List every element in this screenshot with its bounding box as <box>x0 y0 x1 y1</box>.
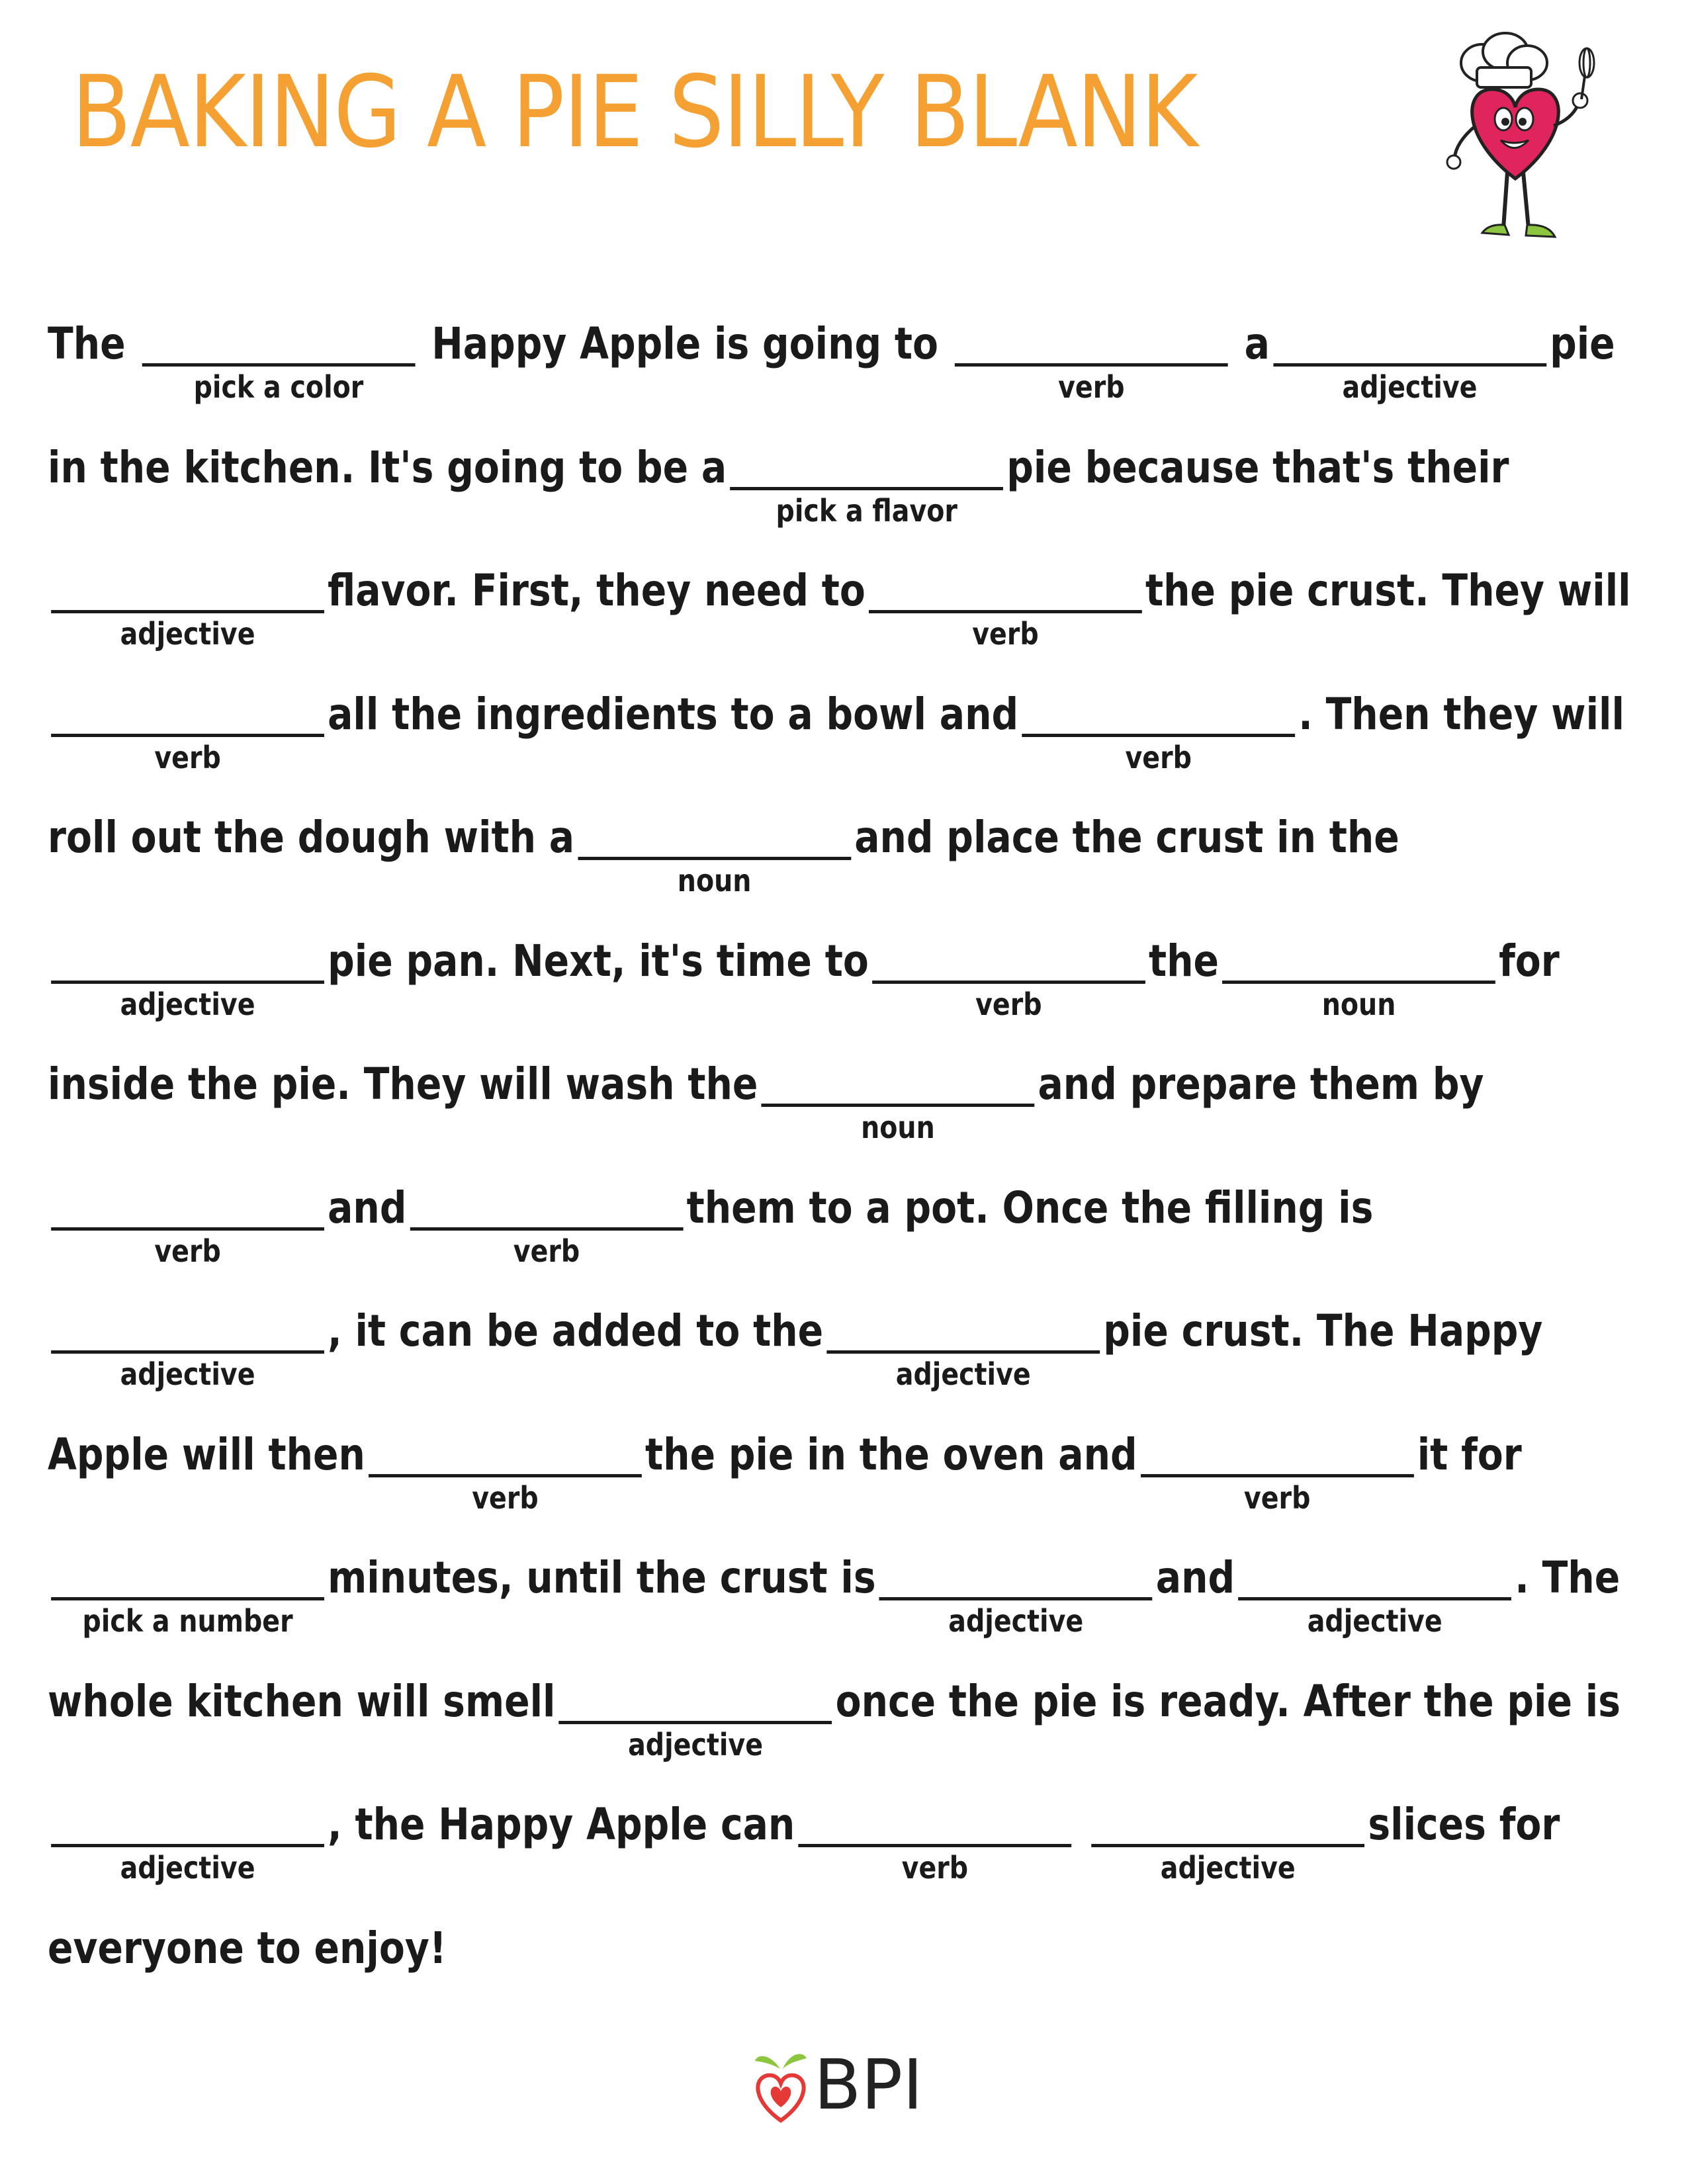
fill-in-blank[interactable] <box>142 314 416 405</box>
fill-in-blank[interactable] <box>1238 1548 1511 1639</box>
story-text: flavor. First, they need to <box>328 565 866 616</box>
fill-in-blank[interactable] <box>559 1672 832 1763</box>
story-line <box>48 932 1560 1037</box>
story-text: , the Happy Apple can <box>328 1799 795 1850</box>
blank-hint-label: pick a flavor <box>776 492 957 529</box>
fill-in-blank[interactable] <box>869 561 1142 652</box>
story-text: everyone to enjoy! <box>48 1922 447 1974</box>
story-text: whole kitchen will smell <box>48 1675 556 1727</box>
blank-hint-label: adjective <box>120 986 255 1022</box>
blank-hint-label: verb <box>1243 1479 1311 1516</box>
story-text: Happy Apple is going to <box>418 318 952 369</box>
blank-hint-label: pick a number <box>82 1603 293 1639</box>
fill-in-blank[interactable] <box>955 314 1228 405</box>
story-text: and <box>328 1182 407 1233</box>
story-text: and <box>1155 1552 1235 1603</box>
heart-chef-mascot-icon <box>1436 26 1608 251</box>
story-text: pie because that's their <box>1006 441 1509 493</box>
story-line <box>48 1548 1620 1654</box>
story-text <box>1075 1795 1088 1855</box>
fill-in-blank[interactable] <box>826 1301 1100 1392</box>
story-text: and place the crust in the <box>854 812 1399 863</box>
story-text: a <box>1231 318 1270 369</box>
fill-in-blank[interactable] <box>410 1178 684 1269</box>
story-line <box>48 1672 1621 1778</box>
blank-hint-label: verb <box>1125 739 1192 775</box>
story-text: the <box>1148 935 1219 986</box>
story-text: pie pan. Next, it's time to <box>328 935 869 986</box>
fill-in-blank[interactable] <box>1222 932 1495 1022</box>
story-text: them to a pot. Once the filling is <box>686 1182 1374 1233</box>
story-text: in the kitchen. It's going to be a <box>48 441 727 493</box>
blank-hint-label: adjective <box>1160 1850 1296 1886</box>
fill-in-blank[interactable] <box>51 1178 324 1269</box>
fill-in-blank[interactable] <box>762 1055 1035 1145</box>
fill-in-blank[interactable] <box>51 561 324 652</box>
story-line <box>48 808 1399 914</box>
story-line <box>48 685 1624 791</box>
fill-in-blank[interactable] <box>730 438 1003 529</box>
fill-in-blank[interactable] <box>51 1301 324 1392</box>
story-text: all the ingredients to a bowl and <box>328 688 1019 740</box>
story-line <box>48 1795 1560 1901</box>
fill-in-blank[interactable] <box>879 1548 1153 1639</box>
blank-hint-label: verb <box>472 1479 539 1516</box>
blank-hint-label: adjective <box>895 1356 1031 1392</box>
story-text: it for <box>1417 1428 1522 1480</box>
story-text: , it can be added to the <box>328 1305 824 1356</box>
story-line <box>48 1301 1542 1407</box>
story-line <box>48 1919 447 2025</box>
story-text: inside the pie. They will wash the <box>48 1059 758 1110</box>
story-text: once the pie is ready. After the pie is <box>835 1675 1621 1727</box>
blank-hint-label: verb <box>975 986 1042 1022</box>
story-line <box>48 1178 1373 1284</box>
blank-hint-label: noun <box>861 1110 935 1145</box>
fill-in-blank[interactable] <box>369 1425 642 1516</box>
fill-in-blank[interactable] <box>578 808 851 898</box>
story-text: the pie crust. They will <box>1145 565 1631 616</box>
blank-hint-label: verb <box>972 616 1039 652</box>
story-text: pie crust. The Happy <box>1103 1305 1543 1356</box>
blank-hint-label: adjective <box>1342 369 1478 405</box>
story-text: roll out the dough with a <box>48 812 575 863</box>
story-text: . The <box>1515 1552 1621 1603</box>
fill-in-blank[interactable] <box>51 685 324 775</box>
story-text: and prepare them by <box>1038 1059 1484 1110</box>
blank-hint-label: noun <box>677 863 752 898</box>
blank-hint-label: adjective <box>120 1356 255 1392</box>
blank-hint-label: adjective <box>1307 1603 1443 1639</box>
story-line <box>48 1425 1522 1531</box>
blank-hint-label: verb <box>154 739 221 775</box>
fill-in-blank[interactable] <box>51 932 324 1022</box>
blank-hint-label: pick a color <box>193 369 364 405</box>
fill-in-blank[interactable] <box>872 932 1145 1022</box>
blank-hint-label: adjective <box>948 1603 1084 1639</box>
story-text: pie <box>1550 318 1615 369</box>
blank-hint-label: verb <box>154 1233 221 1269</box>
story-text: The <box>48 318 139 369</box>
blank-hint-label: verb <box>513 1233 580 1269</box>
logo-text: BPI <box>814 2044 923 2125</box>
fill-in-blank[interactable] <box>1022 685 1295 775</box>
fill-in-blank[interactable] <box>1091 1795 1364 1886</box>
fill-in-blank[interactable] <box>51 1548 324 1639</box>
blank-hint-label: verb <box>1058 369 1125 405</box>
story-text: the pie in the oven and <box>645 1428 1137 1480</box>
blank-hint-label: adjective <box>628 1726 764 1763</box>
bpi-logo <box>751 2041 943 2127</box>
blank-hint-label: verb <box>901 1850 969 1886</box>
story-text: . Then they will <box>1298 688 1624 740</box>
story-text: for <box>1499 935 1560 986</box>
story-line <box>48 561 1631 667</box>
fill-in-blank[interactable] <box>1273 314 1546 405</box>
story-text: minutes, until the crust is <box>328 1552 876 1603</box>
story-line <box>48 438 1509 544</box>
fill-in-blank[interactable] <box>798 1795 1071 1886</box>
story-text: Apple will then <box>48 1428 365 1480</box>
story-text: slices for <box>1368 1799 1560 1850</box>
fill-in-blank[interactable] <box>51 1795 324 1886</box>
blank-hint-label: adjective <box>120 616 255 652</box>
fill-in-blank[interactable] <box>1141 1425 1414 1516</box>
apple-heart-logo-icon <box>751 2041 811 2127</box>
blank-hint-label: adjective <box>120 1850 255 1886</box>
page-title: BAKING A PIE SILLY BLANK <box>71 55 1197 170</box>
story-line <box>48 1055 1484 1160</box>
story-line <box>48 314 1615 420</box>
blank-hint-label: noun <box>1321 986 1396 1022</box>
